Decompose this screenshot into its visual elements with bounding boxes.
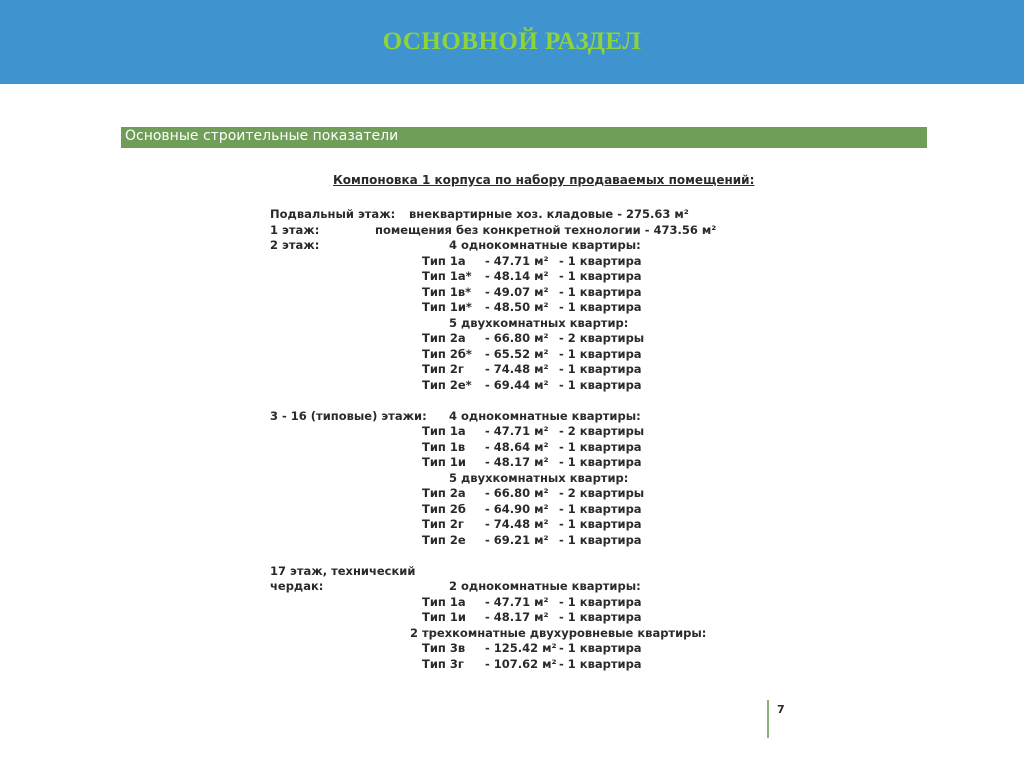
apt-count: - 1 квартира <box>559 517 642 531</box>
apt-area: - 125.42 м² <box>485 641 557 655</box>
basement-label: Подвальный этаж: <box>270 207 396 221</box>
apt-type: Тип 2е <box>422 533 466 547</box>
apt-type: Тип 1в <box>422 440 466 454</box>
apt-count: - 1 квартира <box>559 641 642 655</box>
apt-type: Тип 1и <box>422 610 466 624</box>
apt-count: - 1 квартира <box>559 300 642 314</box>
floor2-label: 2 этаж: <box>270 238 320 252</box>
floor17-label-line2: чердак: <box>270 579 324 593</box>
apt-area: - 107.62 м² <box>485 657 557 671</box>
apt-count: - 1 квартира <box>559 533 642 547</box>
apt-count: - 2 квартиры <box>559 486 645 500</box>
apt-area: - 66.80 м² <box>485 331 549 345</box>
apt-area: - 48.64 м² <box>485 440 549 454</box>
apt-count: - 1 квартира <box>559 610 642 624</box>
apt-area: - 48.14 м² <box>485 269 549 283</box>
apt-area: - 65.52 м² <box>485 347 549 361</box>
apt-area: - 69.21 м² <box>485 533 549 547</box>
group-heading: 4 однокомнатные квартиры: <box>449 238 641 252</box>
apt-count: - 1 квартира <box>559 285 642 299</box>
apt-type: Тип 1и* <box>422 300 472 314</box>
apt-count: - 1 квартира <box>559 254 642 268</box>
apt-area: - 48.50 м² <box>485 300 549 314</box>
group-heading: 2 трехкомнатные двухуровневые квартиры: <box>410 626 707 640</box>
apt-type: Тип 2б <box>422 502 466 516</box>
apt-type: Тип 1а <box>422 424 466 438</box>
floor1-text: помещения без конкретной технологии - 473.56 м² <box>375 223 717 237</box>
apt-type: Тип 1а <box>422 254 466 268</box>
section-header-bar <box>121 127 927 148</box>
apt-count: - 1 квартира <box>559 502 642 516</box>
document-title: Компоновка 1 корпуса по набору продаваемых помещений: <box>333 173 755 187</box>
apt-area: - 74.48 м² <box>485 362 549 376</box>
apt-type: Тип 2а <box>422 331 466 345</box>
apt-area: - 74.48 м² <box>485 517 549 531</box>
floor17-label-line1: 17 этаж, технический <box>270 564 416 578</box>
header-banner <box>0 0 1024 84</box>
apt-area: - 47.71 м² <box>485 424 549 438</box>
apt-count: - 1 квартира <box>559 362 642 376</box>
apt-type: Тип 1и <box>422 455 466 469</box>
apt-type: Тип 1а <box>422 595 466 609</box>
group-heading: 5 двухкомнатных квартир: <box>449 316 629 330</box>
apt-count: - 1 квартира <box>559 595 642 609</box>
section-title: Основные строительные показатели <box>125 128 399 144</box>
apt-type: Тип 2г <box>422 517 464 531</box>
page-number: 7 <box>777 703 785 716</box>
apt-count: - 1 квартира <box>559 455 642 469</box>
apt-area: - 64.90 м² <box>485 502 549 516</box>
basement-text: внеквартирные хоз. кладовые - 275.63 м² <box>409 207 689 221</box>
group-heading: 4 однокомнатные квартиры: <box>449 409 641 423</box>
floors3-16-label: 3 - 16 (типовые) этажи: <box>270 409 427 423</box>
apt-type: Тип 3в <box>422 641 466 655</box>
page-title: ОСНОВНОЙ РАЗДЕЛ <box>382 28 642 55</box>
apt-count: - 1 квартира <box>559 657 642 671</box>
apt-area: - 66.80 м² <box>485 486 549 500</box>
apt-type: Тип 2е* <box>422 378 472 392</box>
apt-area: - 49.07 м² <box>485 285 549 299</box>
apt-count: - 1 квартира <box>559 347 642 361</box>
apt-type: Тип 1а* <box>422 269 472 283</box>
apt-type: Тип 2б* <box>422 347 472 361</box>
group-heading: 2 однокомнатные квартиры: <box>449 579 641 593</box>
apt-type: Тип 1в* <box>422 285 472 299</box>
apt-type: Тип 2г <box>422 362 464 376</box>
apt-count: - 1 квартира <box>559 440 642 454</box>
apt-type: Тип 3г <box>422 657 464 671</box>
apt-count: - 2 квартиры <box>559 424 645 438</box>
page-divider <box>767 700 769 738</box>
floor1-label: 1 этаж: <box>270 223 320 237</box>
apt-area: - 48.17 м² <box>485 455 549 469</box>
apt-area: - 47.71 м² <box>485 595 549 609</box>
apt-type: Тип 2а <box>422 486 466 500</box>
apt-area: - 47.71 м² <box>485 254 549 268</box>
apt-count: - 1 квартира <box>559 269 642 283</box>
apt-count: - 1 квартира <box>559 378 642 392</box>
apt-area: - 69.44 м² <box>485 378 549 392</box>
apt-count: - 2 квартиры <box>559 331 645 345</box>
apt-area: - 48.17 м² <box>485 610 549 624</box>
group-heading: 5 двухкомнатных квартир: <box>449 471 629 485</box>
